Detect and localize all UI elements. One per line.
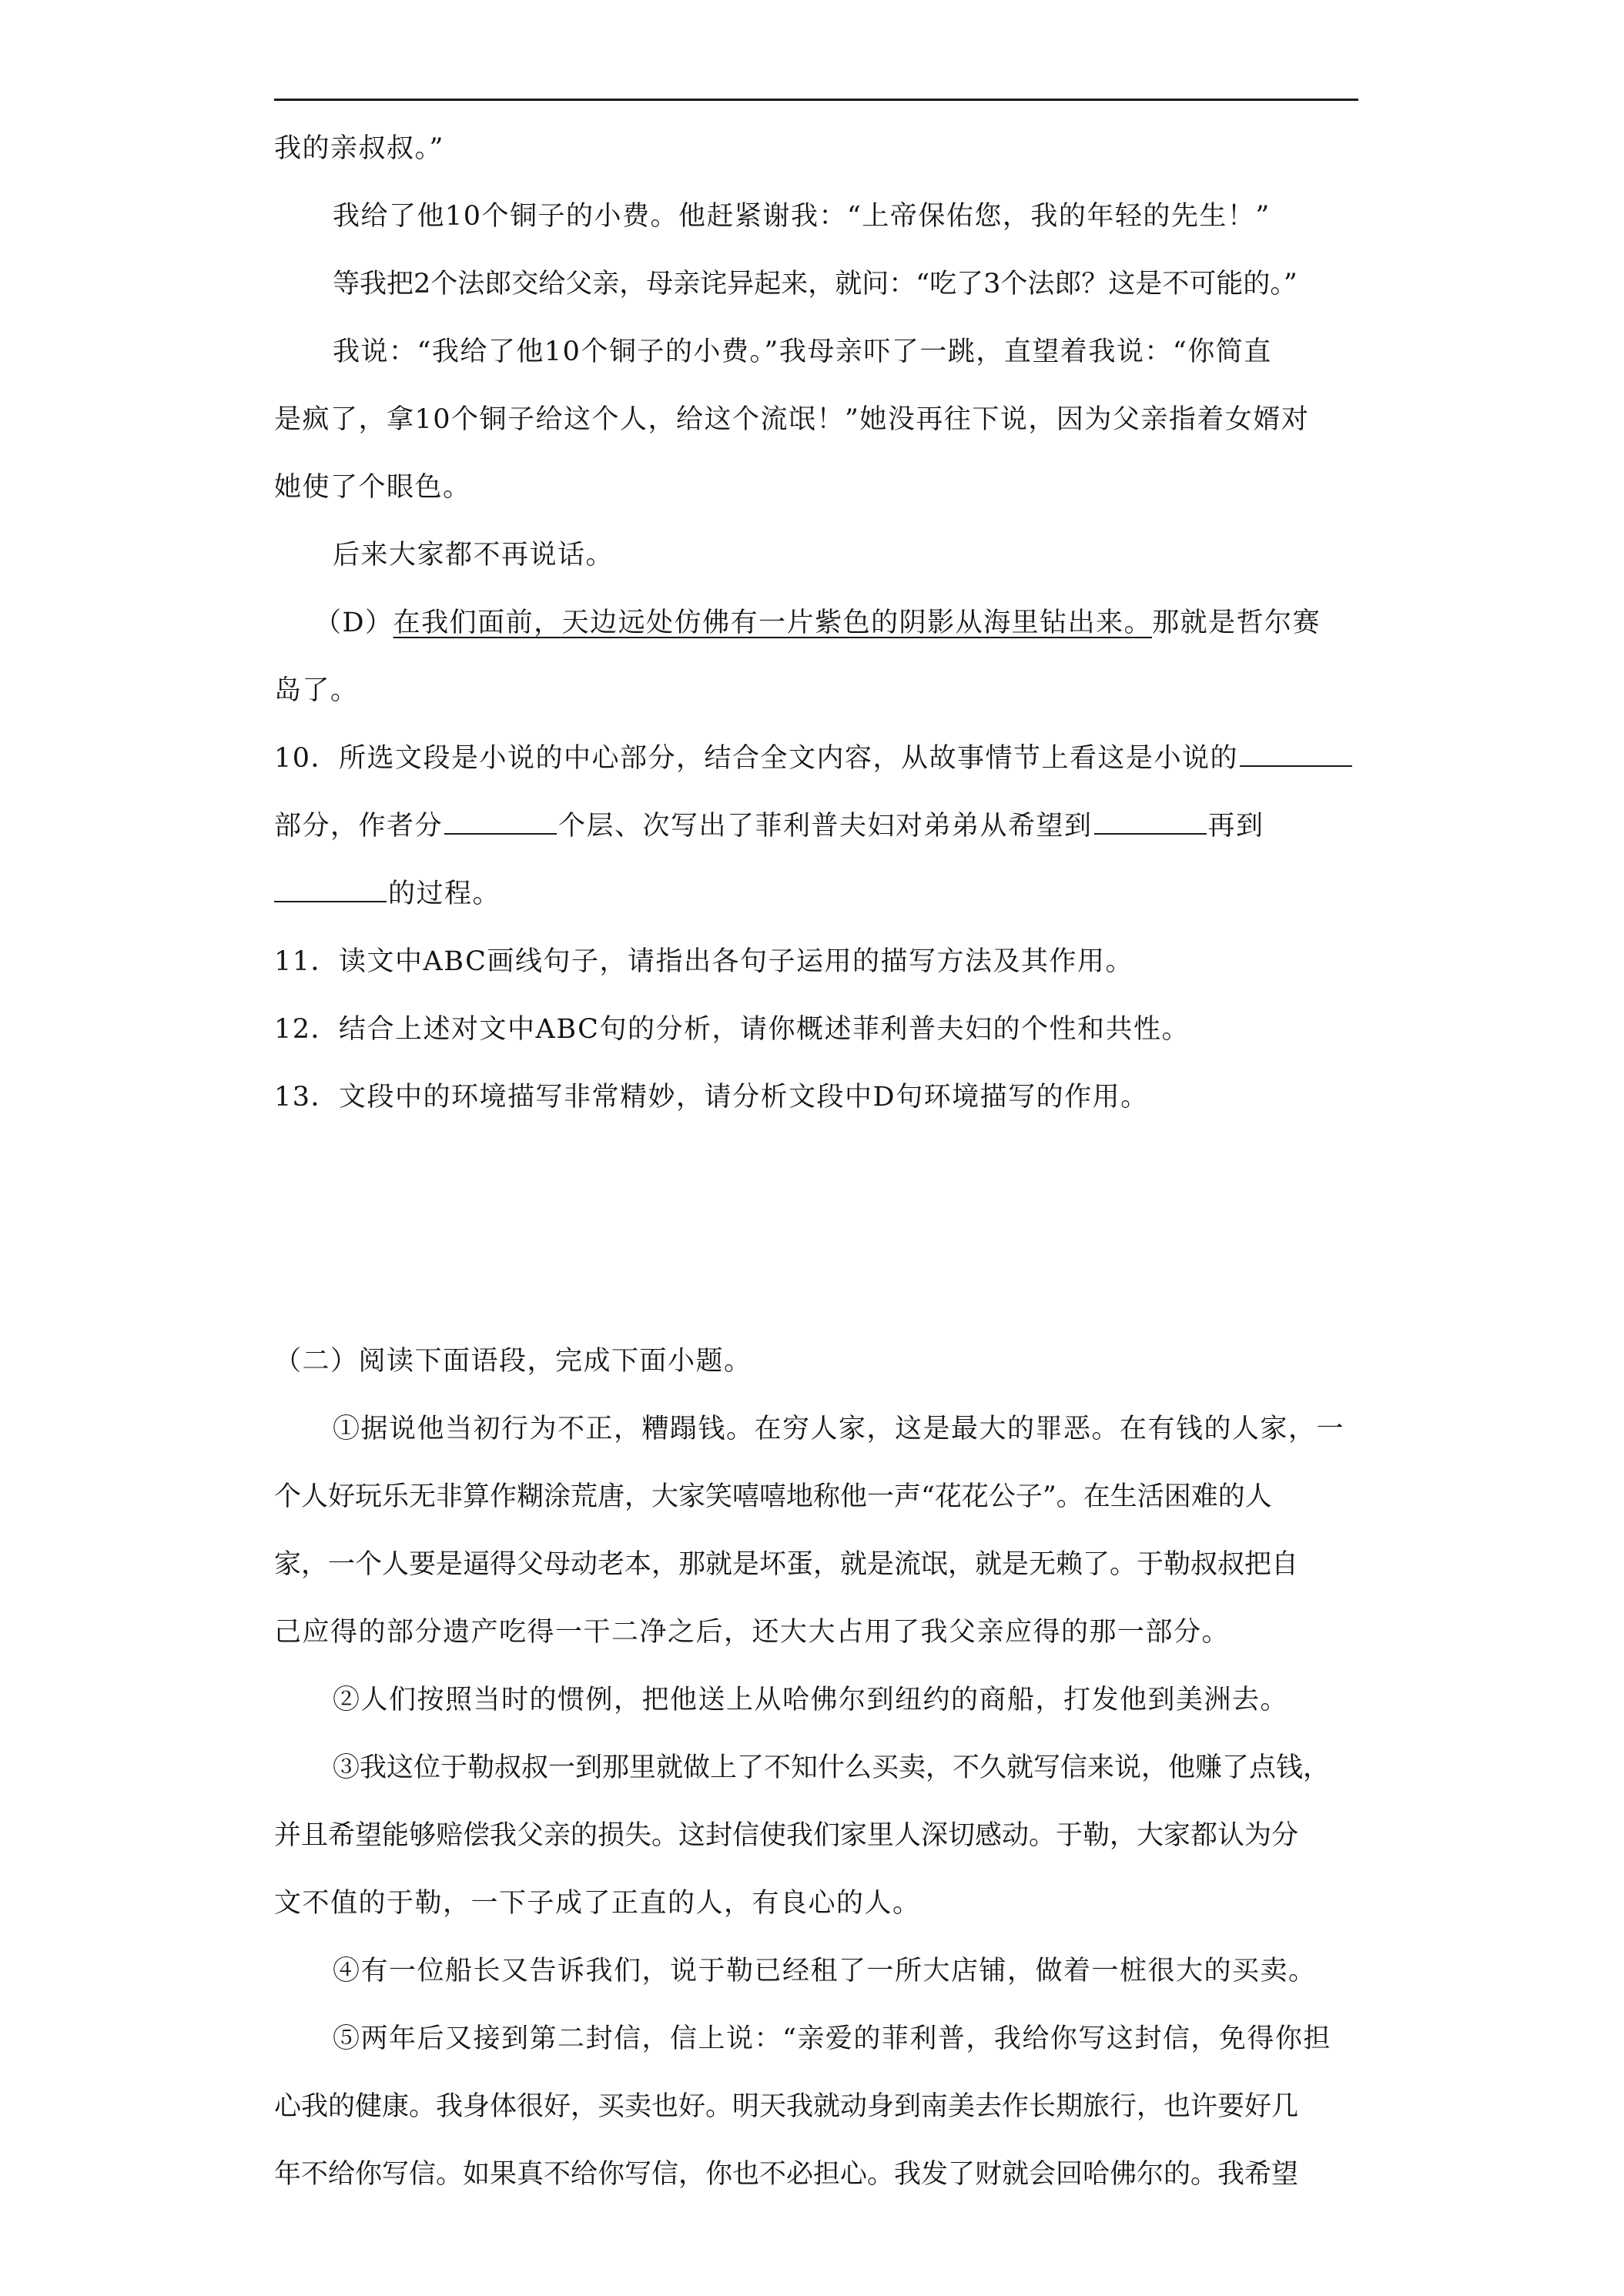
passage-line: 我的亲叔叔。” (274, 133, 444, 164)
passage-line: 文不值的于勒，一下子成了正直的人，有良心的人。 (274, 1888, 921, 1919)
question-12: 12．结合上述对文中ABC句的分析，请你概述菲利普夫妇的个性和共性。 (274, 1014, 1190, 1045)
passage-line: 心我的健康。我身体很好，买卖也好。明天我就动身到南美去作长期旅行，也许要好几 (274, 2091, 1299, 2122)
passage-line: 岛了。 (274, 675, 359, 706)
passage-line: 我说：“我给了他10个铜子的小费。”我母亲吓了一跳，直望着我说：“你简直 (333, 336, 1272, 367)
question-10-line1 (274, 741, 1358, 776)
answer-blank-4[interactable] (274, 878, 387, 902)
passage-line: 她使了个眼色。 (274, 472, 471, 503)
passage-line: 个人好玩乐无非算作糊涂荒唐，大家笑嘻嘻地称他一声“花花公子”。在生活困难的人 (274, 1481, 1272, 1512)
question-text: 的过程。 (388, 879, 501, 909)
passage-line: 等我把2个法郎交给父亲，母亲诧异起来，就问：“吃了3个法郎？这是不可能的。” (333, 269, 1298, 300)
passage-line-d (274, 605, 1358, 641)
passage-line: 家，一个人要是逼得父母动老本，那就是坏蛋，就是流氓，就是无赖了。于勒叔叔把自 (274, 1549, 1299, 1580)
passage-line: 并且希望能够赔偿我父亲的损失。这封信使我们家里人深切感动。于勒，大家都认为分 (274, 1820, 1299, 1851)
answer-blank-3[interactable] (1094, 810, 1207, 835)
question-text: 10．所选文段是小说的中心部分，结合全文内容，从故事情节上看这是小说的 (274, 743, 1239, 774)
section-heading: （二）阅读下面语段，完成下面小题。 (274, 1346, 752, 1377)
question-text: 部分，作者分 (274, 811, 444, 842)
underlined-sentence-d: 在我们面前，天边远处仿佛有一片紫色的阴影从海里钻出来。 (393, 607, 1153, 638)
question-11: 11．读文中ABC画线句子，请指出各句子运用的描写方法及其作用。 (274, 946, 1133, 977)
answer-blank-2[interactable] (444, 810, 557, 835)
passage-line: 我给了他10个铜子的小费。他赶紧谢我：“上帝保佑您，我的年轻的先生！” (333, 201, 1271, 232)
sentence-marker-d: （D） (314, 607, 393, 638)
passage-line: ③我这位于勒叔叔一到那里就做上了不知什么买卖，不久就写信来说，他赚了点钱， (333, 1752, 1331, 1783)
question-10-line2 (274, 808, 1358, 844)
passage-line: ①据说他当初行为不正，糟蹋钱。在穷人家，这是最大的罪恶。在有钱的人家，一 (333, 1414, 1345, 1444)
passage-line: 己应得的部分遗产吃得一干二净之后，还大大占用了我父亲应得的那一部分。 (274, 1617, 1231, 1648)
question-10-line3 (274, 876, 1358, 912)
question-13: 13．文段中的环境描写非常精妙，请分析文段中D句环境描写的作用。 (274, 1082, 1149, 1113)
passage-line: ⑤两年后又接到第二封信，信上说：“亲爱的菲利普，我给你写这封信，免得你担 (333, 2023, 1331, 2054)
answer-blank-1[interactable] (1240, 742, 1352, 767)
question-text: 再到 (1207, 811, 1264, 842)
passage-line: ④有一位船长又告诉我们，说于勒已经租了一所大店铺，做着一桩很大的买卖。 (333, 1956, 1317, 1986)
passage-line: 后来大家都不再说话。 (333, 540, 614, 571)
sentence-rest: 那就是哲尔赛 (1152, 607, 1321, 638)
passage-line: 年不给你写信。如果真不给你写信，你也不必担心。我发了财就会回哈佛尔的。我希望 (274, 2159, 1299, 2190)
passage-line: 是疯了，拿10个铜子给这个人，给这个流氓！”她没再往下说，因为父亲指着女婿对 (274, 404, 1310, 435)
header-rule (274, 99, 1358, 101)
question-text: 个层、次写出了菲利普夫妇对弟弟从希望到 (558, 811, 1093, 842)
passage-line: ②人们按照当时的惯例，把他送上从哈佛尔到纽约的商船，打发他到美洲去。 (333, 1685, 1289, 1715)
